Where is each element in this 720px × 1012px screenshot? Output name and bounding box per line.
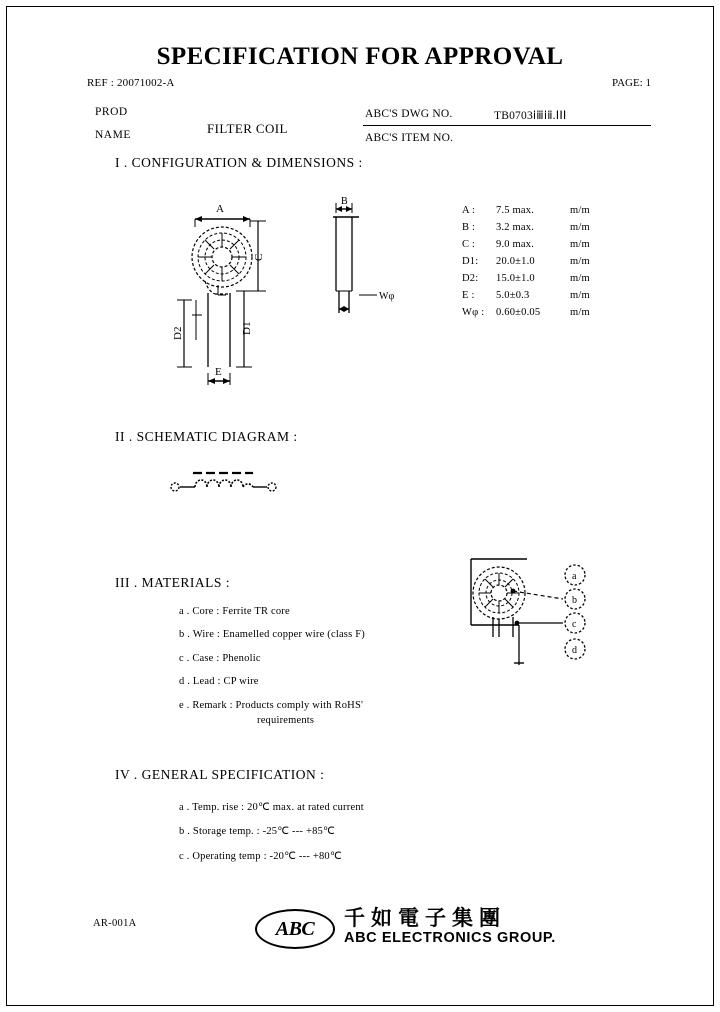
material-key: a . Core : xyxy=(179,605,220,617)
front-view-drawing xyxy=(172,195,302,391)
dwg-no-value: TB0703ⅰⅲⅰⅱ.ⅠⅠⅠ xyxy=(494,110,567,122)
company-logo xyxy=(255,907,556,949)
list-item xyxy=(179,653,365,664)
schematic-inductor-symbol xyxy=(155,459,295,505)
dim-key: C : xyxy=(462,239,476,250)
abc-logo-mark: ABC xyxy=(255,909,335,949)
dim-key: D2: xyxy=(462,273,479,284)
document-sheet xyxy=(7,7,713,1005)
spec-value: 20℃ max. at rated current xyxy=(247,801,364,813)
label-d1: D1 xyxy=(241,321,253,335)
item-no-label: ABC'S ITEM NO. xyxy=(365,132,454,144)
reference-value: 20071002-A xyxy=(116,77,175,89)
reference-line xyxy=(87,77,175,89)
table-row xyxy=(462,273,610,290)
spec-key: a . Temp. rise : xyxy=(179,801,245,813)
dim-key: Wφ : xyxy=(462,307,485,318)
spec-key: c . Operating temp : xyxy=(179,850,267,862)
label-w: Wφ xyxy=(379,291,395,302)
callout-a: a xyxy=(572,571,577,582)
table-row xyxy=(462,307,610,324)
dim-unit: m/m xyxy=(570,273,590,284)
company-name-block xyxy=(344,907,556,946)
page-number-line xyxy=(612,77,651,89)
label-d2: D2 xyxy=(172,326,184,340)
material-value: Products comply with RoHS' xyxy=(235,699,364,711)
header-divider xyxy=(363,125,651,126)
dim-value: 5.0±0.3 xyxy=(496,290,530,301)
table-row xyxy=(462,205,610,222)
material-value: CP wire xyxy=(223,676,259,687)
general-specification-list xyxy=(139,801,364,875)
dim-value: 15.0±1.0 xyxy=(496,273,535,284)
dim-value: 7.5 max. xyxy=(496,205,535,216)
material-value-continuation: requirements xyxy=(257,714,315,726)
form-code: AR-001A xyxy=(93,918,137,929)
dim-unit: m/m xyxy=(570,290,590,301)
page-title: SPECIFICATION FOR APPROVAL xyxy=(156,43,564,70)
product-name-value: FILTER COIL xyxy=(207,121,288,136)
table-row xyxy=(462,222,610,239)
list-item xyxy=(179,850,364,862)
dimensions-table xyxy=(462,205,610,324)
label-b: B xyxy=(341,196,348,207)
list-item xyxy=(179,606,365,617)
dim-unit: m/m xyxy=(570,239,590,250)
dim-value: 20.0±1.0 xyxy=(496,256,535,267)
prod-label-line1: PROD xyxy=(95,106,128,118)
dim-value: 3.2 max. xyxy=(496,222,535,233)
label-a: A xyxy=(216,203,224,215)
list-item xyxy=(179,629,365,640)
document-page xyxy=(6,6,714,1006)
material-value: Ferrite TR core xyxy=(222,605,290,617)
list-item xyxy=(179,676,365,687)
dim-unit: m/m xyxy=(570,256,590,267)
materials-callout-drawing xyxy=(455,545,605,675)
company-name-chinese: 千如電子集團 xyxy=(344,906,506,930)
material-key: b . Wire : xyxy=(179,629,221,640)
material-value: Phenolic xyxy=(222,652,261,664)
material-value: Enamelled copper wire (class F) xyxy=(222,629,365,640)
label-c: C xyxy=(253,253,265,261)
dim-key: A : xyxy=(462,205,476,216)
dim-key: D1: xyxy=(462,256,479,267)
dim-unit: m/m xyxy=(570,307,590,318)
spec-value: -25℃ --- +85℃ xyxy=(262,826,335,837)
page-value: 1 xyxy=(645,77,651,89)
section-2-heading: II . SCHEMATIC DIAGRAM : xyxy=(115,429,298,444)
section-4-heading: IV . GENERAL SPECIFICATION : xyxy=(115,767,325,782)
spec-value: -20℃ --- +80℃ xyxy=(269,850,342,862)
table-row xyxy=(462,239,610,256)
side-view-drawing xyxy=(325,195,435,320)
table-row xyxy=(462,256,610,273)
table-row xyxy=(462,290,610,307)
list-item xyxy=(179,825,364,837)
dim-key: B : xyxy=(462,222,476,233)
dwg-no-label: ABC'S DWG NO. xyxy=(365,108,453,120)
reference-label: REF : xyxy=(87,77,114,89)
page-label: PAGE: xyxy=(611,77,643,89)
materials-list xyxy=(139,606,365,739)
dim-unit: m/m xyxy=(570,222,590,233)
section-1-heading: I . CONFIGURATION & DIMENSIONS : xyxy=(115,155,363,170)
dim-value: 9.0 max. xyxy=(496,239,535,250)
dim-unit: m/m xyxy=(570,205,590,216)
company-name-english: ABC ELECTRONICS GROUP. xyxy=(344,930,556,947)
material-key: d . Lead : xyxy=(179,676,221,687)
prod-label-line2: NAME xyxy=(95,129,131,141)
list-item xyxy=(179,700,365,726)
label-e: E xyxy=(215,366,222,378)
callout-d: d xyxy=(572,645,577,656)
list-item xyxy=(179,801,364,813)
callout-b: b xyxy=(572,595,577,606)
spec-key: b . Storage temp. : xyxy=(179,826,260,837)
section-3-heading: III . MATERIALS : xyxy=(115,575,230,590)
callout-c: c xyxy=(572,619,577,630)
dim-key: E : xyxy=(462,290,475,301)
dim-value: 0.60±0.05 xyxy=(496,307,541,318)
material-key: e . Remark : xyxy=(179,699,233,711)
material-key: c . Case : xyxy=(179,652,220,664)
